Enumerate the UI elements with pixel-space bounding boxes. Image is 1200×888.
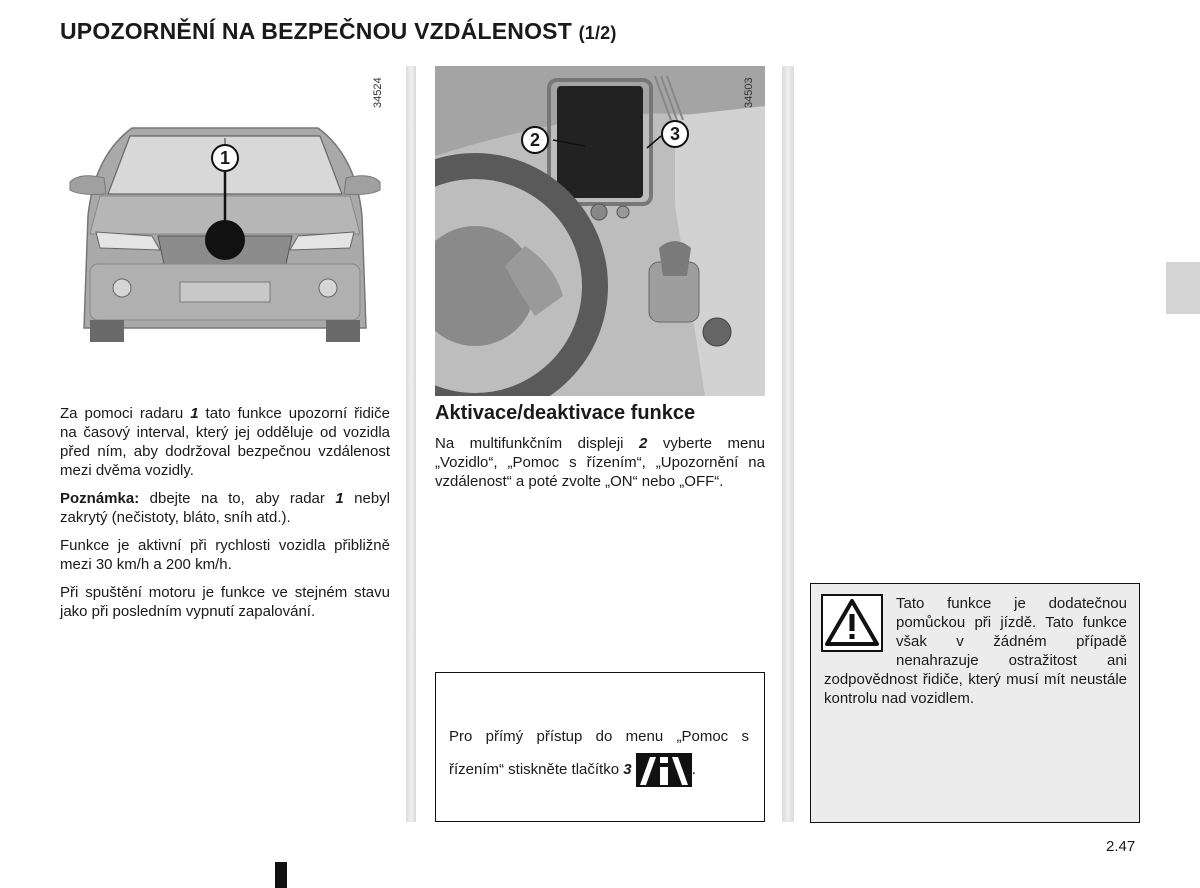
reference-number: 1 (335, 490, 344, 507)
warning-text-wrap (824, 594, 1127, 708)
dashboard-illustration (435, 66, 765, 396)
page-number: 2.47 (1106, 838, 1136, 855)
figure-number: 34524 (372, 77, 384, 108)
page-title-part: (1/2) (578, 23, 617, 43)
reference-number: 2 (639, 435, 648, 452)
figure-number: 34503 (743, 77, 755, 108)
reference-number: 1 (190, 405, 199, 422)
text: Pro přímý přístup do menu „Pomoc s řízením“ stiskněte tlačítko (449, 728, 749, 778)
middle-column-text (435, 434, 765, 500)
callout-radar: 1 (211, 144, 239, 172)
reference-number: 3 (623, 760, 632, 778)
column-divider (406, 66, 416, 822)
page-title (60, 18, 617, 45)
text: Na multifunkčním displeji (435, 435, 639, 452)
left-column-text (60, 404, 390, 630)
direct-access-box (435, 672, 765, 822)
paragraph-startup: Při spuštění motoru je funkce ve stejném stavu jako při posledním vypnutí zapalování. (60, 584, 390, 620)
paragraph-speed: Funkce je aktivní při rychlosti vozidla přibližně mezi 30 km/h a 200 km/h. (60, 537, 390, 573)
callout-button: 3 (661, 120, 689, 148)
callout-display: 2 (521, 126, 549, 154)
text: Za pomoci radaru (60, 405, 191, 422)
text: vyberte menu „Vozidlo“, „Pomoc s řízením“, „Upozornění na vzdálenost“ a poté zvolte „ON“ nebo „OFF“. (435, 435, 766, 490)
driving-assist-icon (636, 753, 692, 787)
text: . (691, 760, 696, 778)
icon-spacer (824, 594, 896, 666)
page-title-main: UPOZORNĚNÍ NA BEZPEČNOU VZDÁLENOST (60, 18, 572, 44)
text: tato funkce upozorní řidiče na časový interval, který jej odděluje od vozidla před ním, aby dodržoval bezpečnou vzdálenost mezi dvěma vozidly. (60, 405, 390, 479)
car-front-illustration (60, 66, 390, 396)
print-mark (275, 862, 287, 888)
warning-box (810, 583, 1140, 823)
chapter-tab (1166, 262, 1200, 314)
column-divider (782, 66, 794, 822)
text: nebyl zakrytý (nečistoty, bláto, sníh atd.). (60, 490, 390, 526)
paragraph-radar (60, 404, 390, 480)
warning-text: Tato funkce je dodatečnou pomůckou při jízdě. Tato funkce však v žádném případě nenahrazuje ostražitost ani zodpovědnost řidiče, který musí mít neustále kontrolu nad vozidlem. (824, 595, 1127, 707)
section-heading: Aktivace/deaktivace funkce (435, 402, 696, 424)
direct-access-text (449, 721, 749, 787)
paragraph-note (60, 489, 390, 527)
paragraph-activation (435, 434, 765, 491)
note-label: Poznámka: (60, 490, 140, 507)
text: dbejte na to, aby radar (139, 490, 336, 507)
